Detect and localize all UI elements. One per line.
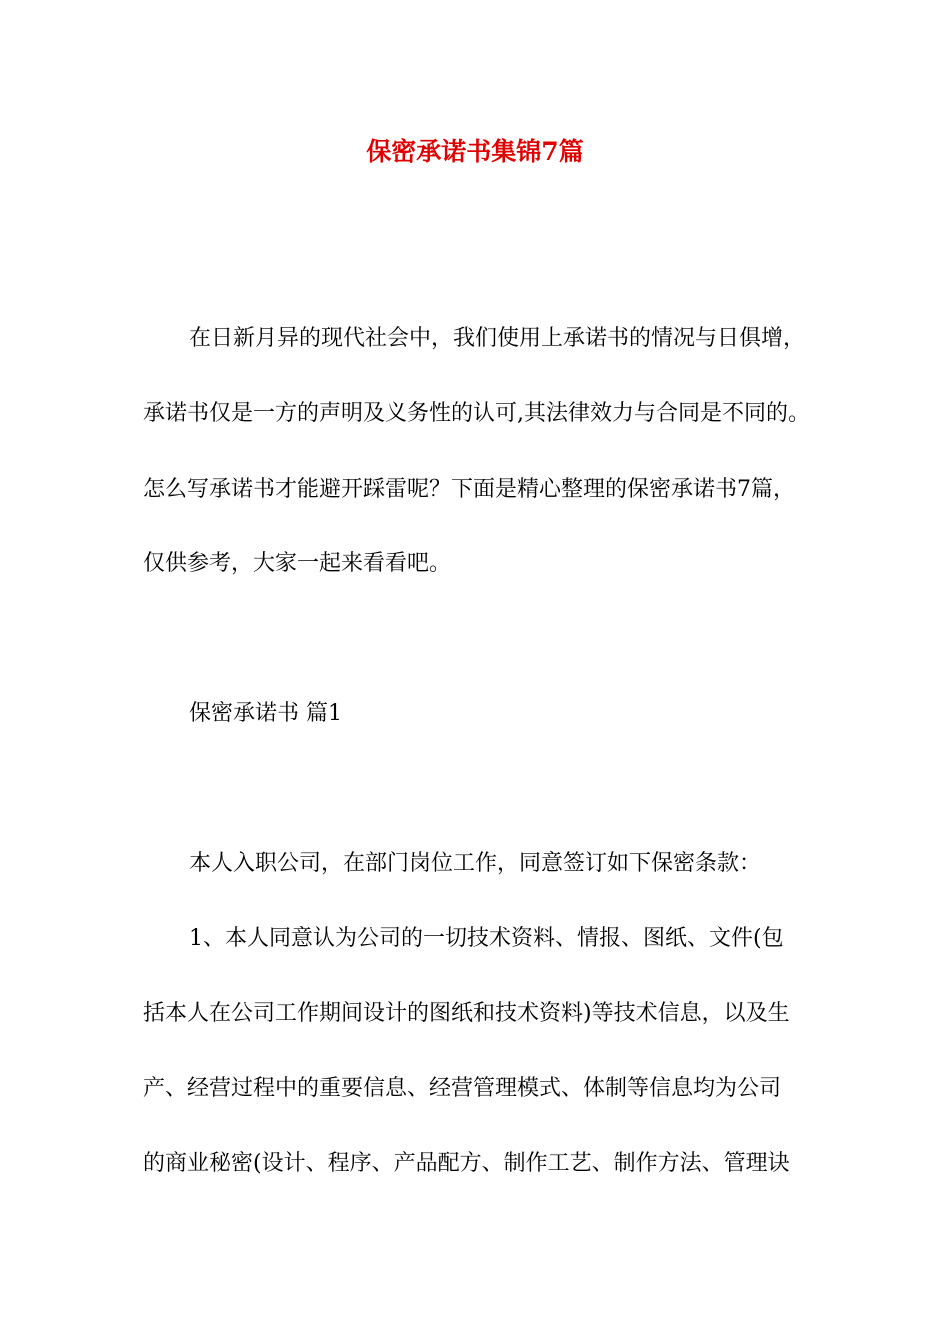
intro-line-4: 仅供参考，大家一起来看看吧。 [143,551,452,576]
intro-line-1: 在日新月异的现代社会中，我们使用上承诺书的情况与日俱增， [189,326,806,351]
body-line-5: 的商业秘密(设计、程序、产品配方、制作工艺、制作方法、管理诀 [143,1151,790,1176]
document-title: 保密承诺书集锦7篇 [366,137,584,166]
intro-line-3: 怎么写承诺书才能避开踩雷呢？下面是精心整理的保密承诺书7篇， [143,477,795,502]
intro-line-2: 承诺书仅是一方的声明及义务性的认可,其法律效力与合同是不同的。 [143,401,810,426]
body-line-1: 本人入职公司，在部门岗位工作，同意签订如下保密条款： [189,851,762,876]
section-heading: 保密承诺书 篇1 [189,701,342,726]
body-line-3: 括本人在公司工作期间设计的图纸和技术资料)等技术信息，以及生 [143,1001,790,1026]
body-line-4: 产、经营过程中的重要信息、经营管理模式、体制等信息均为公司 [143,1076,782,1101]
body-line-2: 1、本人同意认为公司的一切技术资料、情报、图纸、文件(包 [189,926,784,951]
